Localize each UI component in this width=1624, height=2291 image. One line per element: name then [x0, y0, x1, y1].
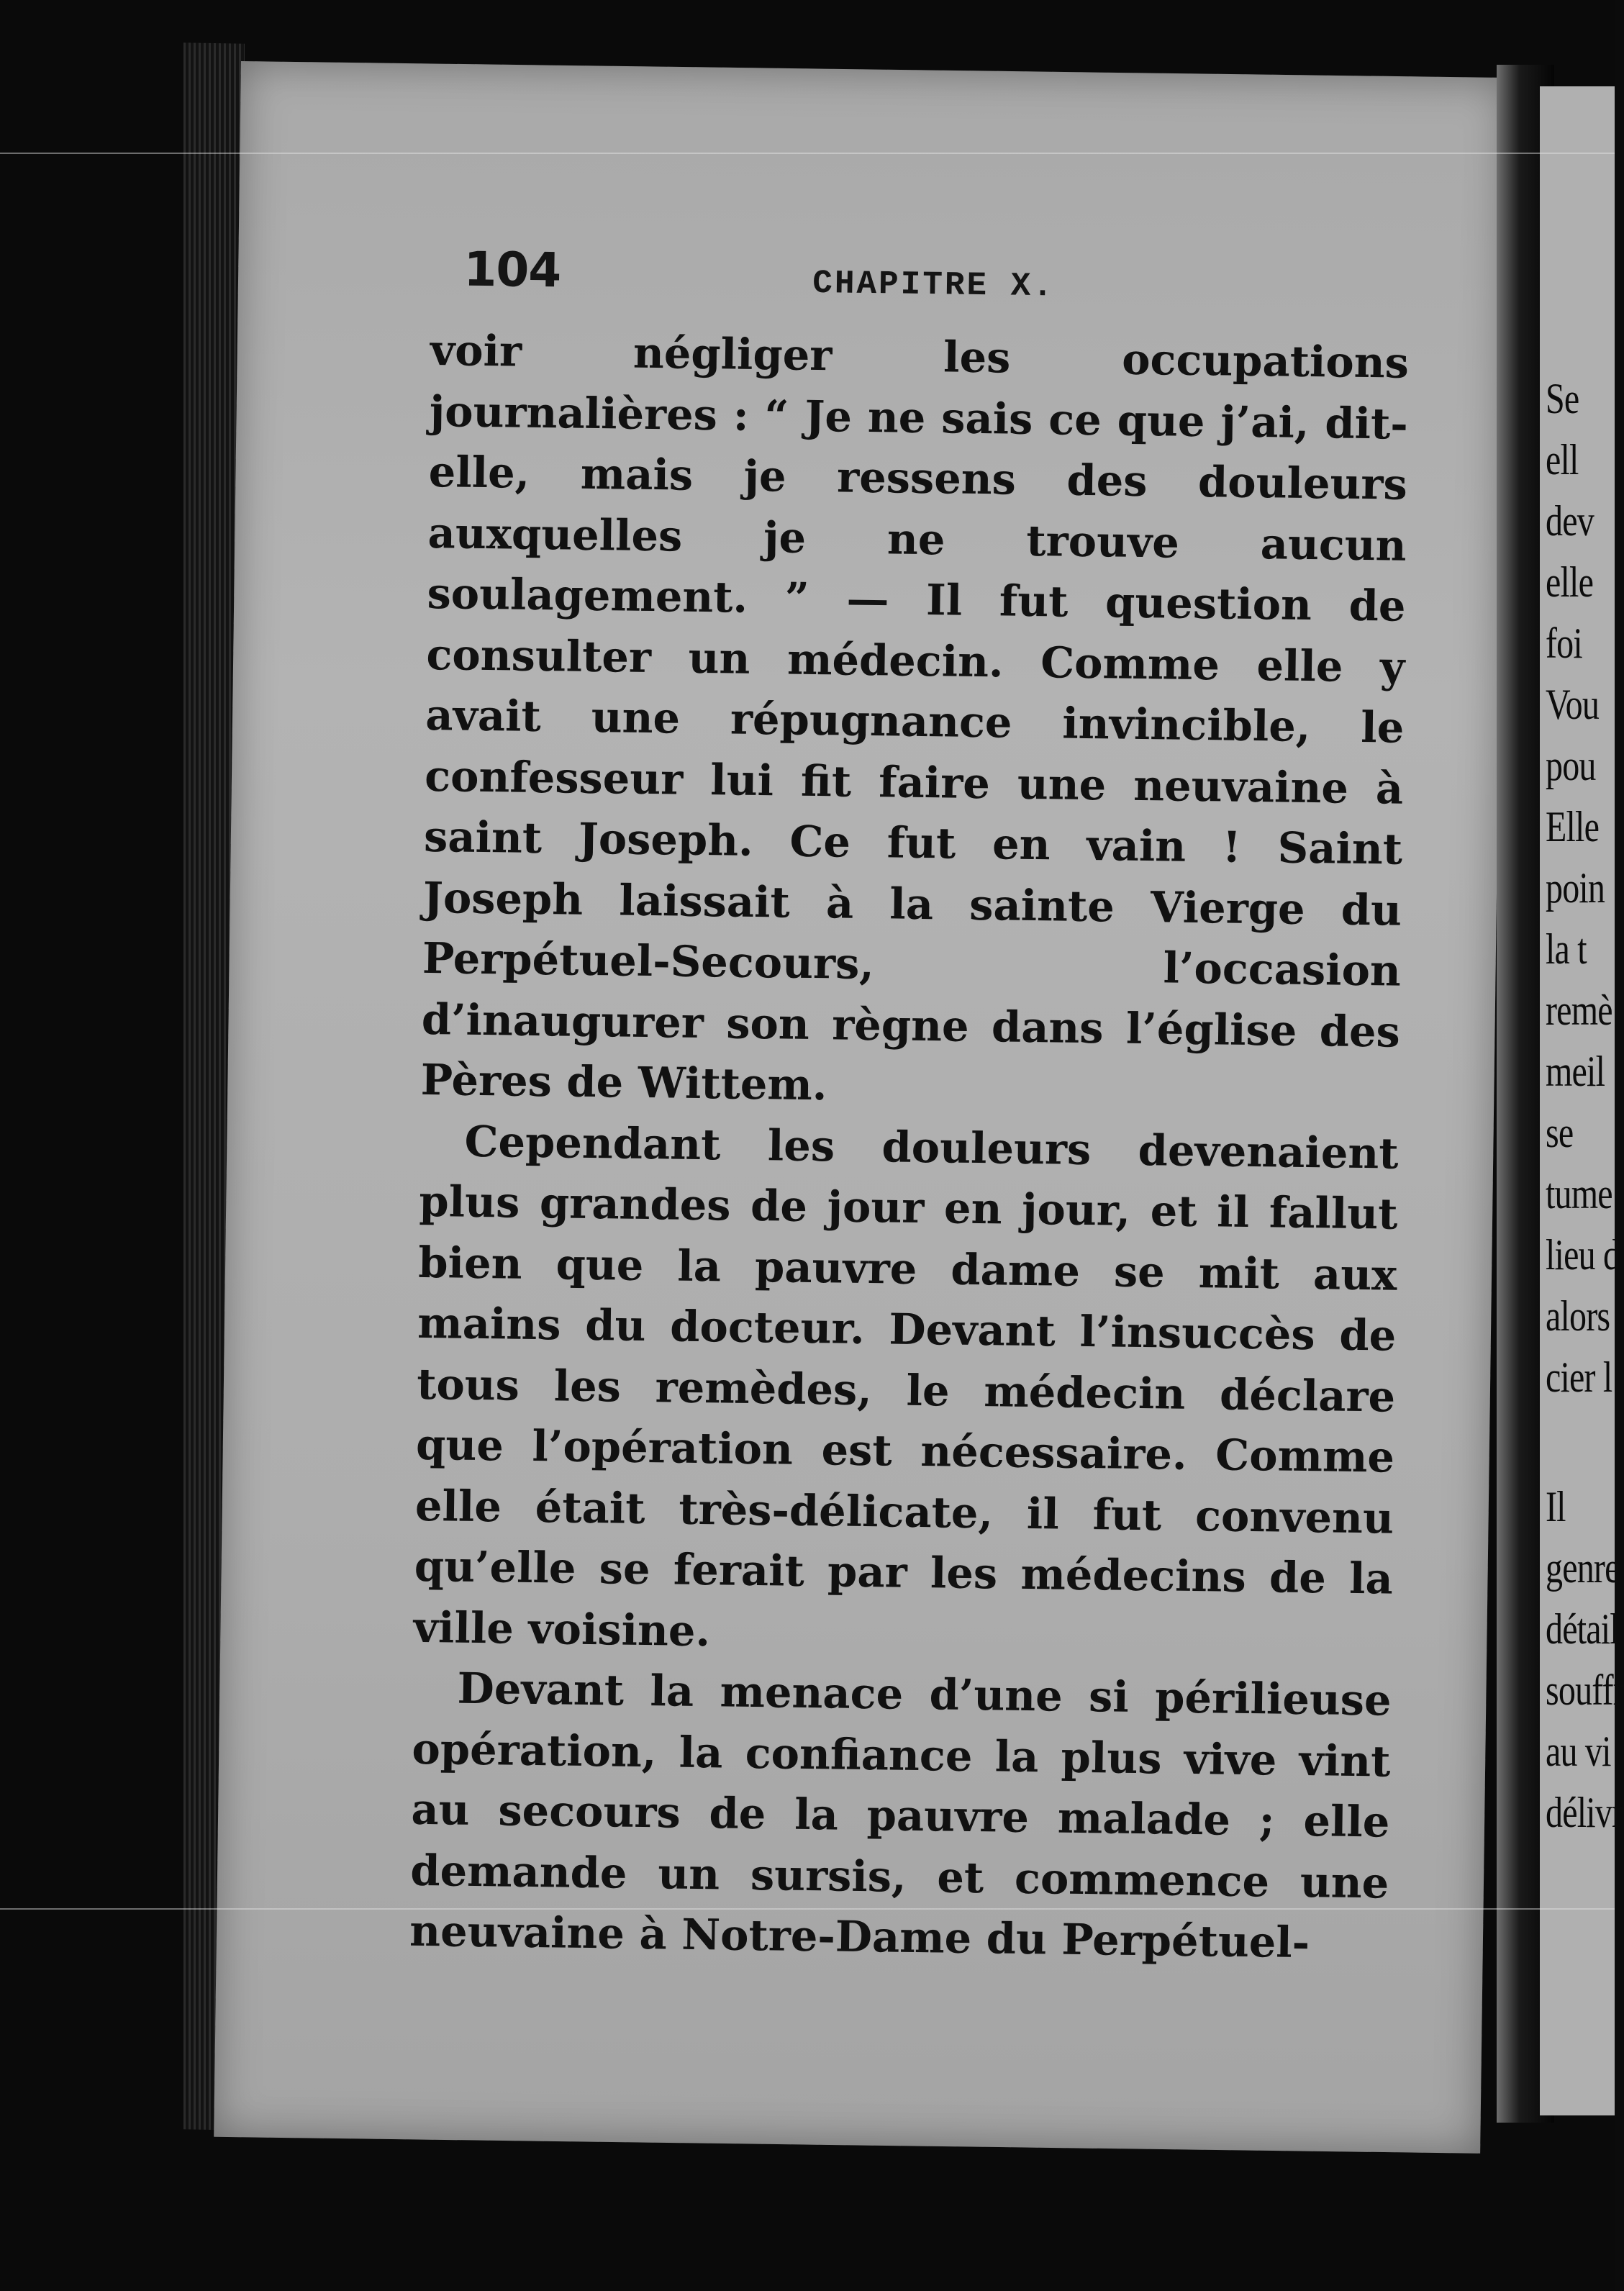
paragraph: Devant la menace d’une si périlieuse opération, la confiance la plus vive vint au secours de la pauvre malade ; elle demande un sursis, et commence une neuvaine à Notre-Dame du Perpétuel- — [409, 1663, 1392, 1968]
facing-page-fragment: lieu d — [1546, 1231, 1620, 1279]
facing-page-fragment: elle — [1546, 558, 1594, 606]
facing-page-fragment: Il — [1546, 1483, 1566, 1530]
page-header — [431, 241, 1410, 333]
facing-page-fragment: la t — [1546, 925, 1587, 973]
facing-page-fragment: alors — [1546, 1292, 1610, 1340]
facing-page-fragment: genre — [1546, 1544, 1620, 1592]
facing-page-fragment: au vi — [1546, 1728, 1611, 1775]
facing-page-fragment: pou — [1546, 742, 1596, 789]
facing-page-fragment: ell — [1546, 436, 1579, 484]
scan-artifact-line — [0, 1908, 1615, 1910]
paragraph: Cependant les douleurs devenaient plus grandes de jour en jour, et il fallut bien que la pauvre dame se mit aux mains du docteur. Devant l’insuccès de tous les remèdes, le médecin déclare que l’opération est nécessaire. Comme elle était très-délicate, il fut convenu qu’elle se ferait par les médecins de la ville voisine. — [413, 1116, 1399, 1656]
paragraph: voir négliger les occupations journalières : “ Je ne sais ce que j’ai, dit-elle, mais je ressens des douleurs auxquelles je ne trouve aucun soulagement. ” — Il fut question de consulter un médecin. Comme elle y avait une répugnance invincible, le confesseur lui fit faire une neuvaine à saint Joseph. Ce fut en vain ! Saint Joseph laissait à la sainte Vierge du Perpétuel-Secours, l’occasion d’inaugurer son règne dans l’église des Pères de Wittem. — [420, 325, 1410, 1110]
facing-page-fragment: foi — [1546, 620, 1582, 667]
page-text-block — [409, 241, 1410, 1974]
facing-page-fragment: tume — [1546, 1170, 1612, 1217]
facing-page-fragment: Vou — [1546, 681, 1600, 728]
facing-page-fragment: souffr — [1546, 1666, 1624, 1714]
facing-page-fragment: Se — [1546, 375, 1579, 422]
facing-page-fragment: remè — [1546, 986, 1612, 1034]
facing-page-fragment: délivr — [1546, 1789, 1623, 1836]
facing-page-fragment: Elle — [1546, 803, 1600, 850]
facing-page-fragment: meil — [1546, 1048, 1605, 1095]
scan-artifact-line — [0, 153, 1615, 154]
facing-page-fragment: poin — [1546, 864, 1605, 912]
facing-page-fragment: cier l — [1546, 1353, 1612, 1401]
running-head: CHAPITRE X. — [812, 264, 1056, 306]
facing-page-fragment: dev — [1546, 497, 1594, 545]
facing-page-fragment: se — [1546, 1109, 1574, 1156]
facing-page-fragment: détail — [1546, 1605, 1619, 1653]
page-number: 104 — [463, 241, 561, 299]
